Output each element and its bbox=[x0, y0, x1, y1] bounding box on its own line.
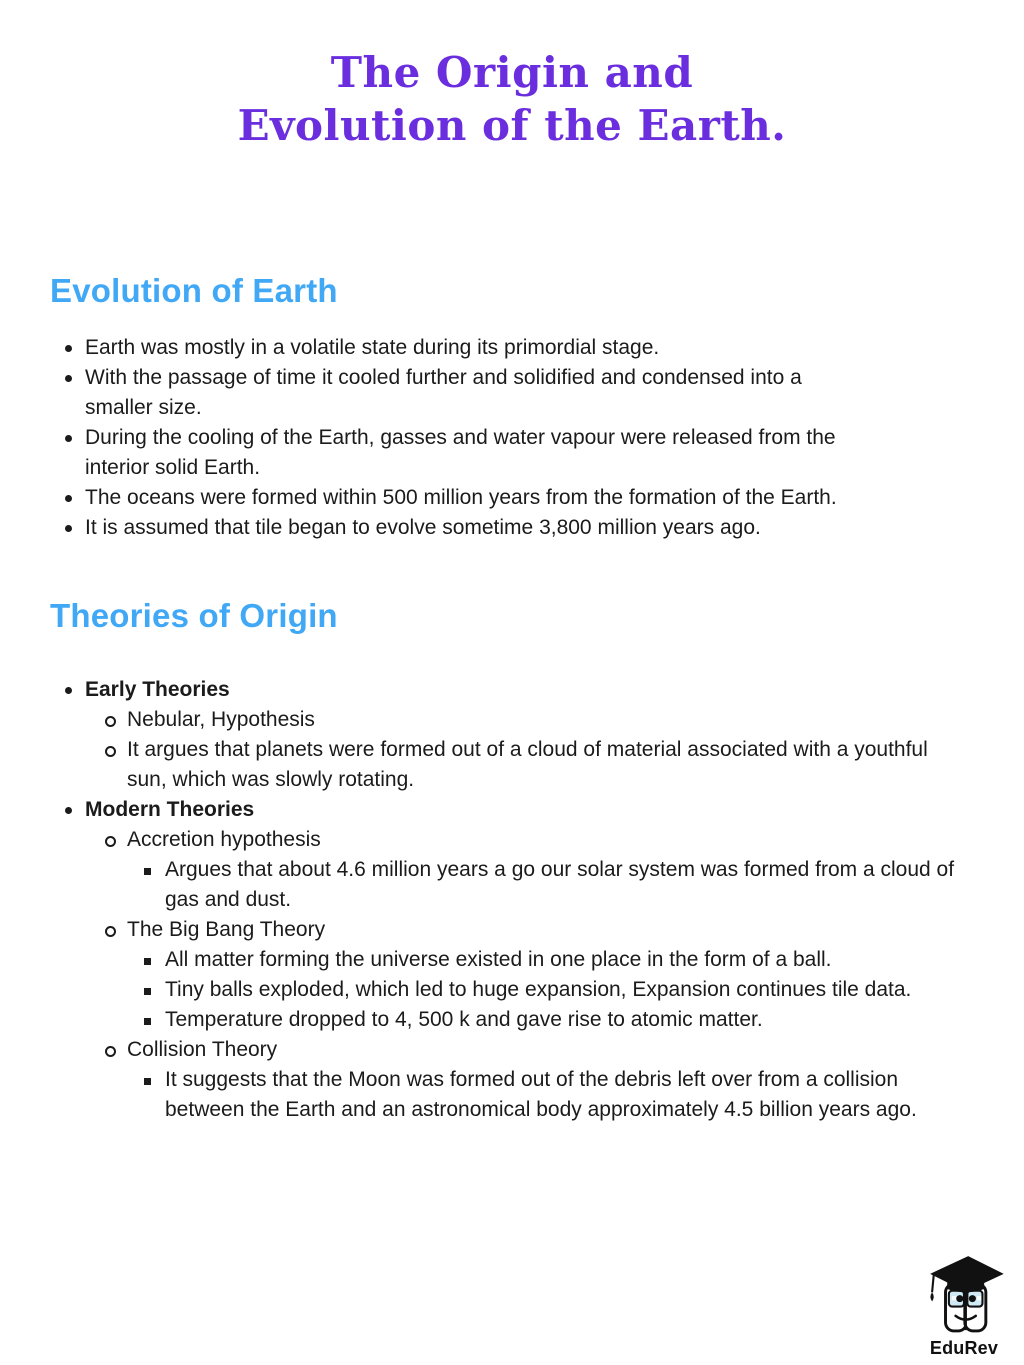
list-item-text: It suggests that the Moon was formed out of the debris left over from a collision between the Earth and an astronomical body approximately 4.5 billion years ago. bbox=[165, 1068, 917, 1121]
list-item-accretion-hypothesis bbox=[85, 825, 1024, 915]
accretion-hypothesis-label: Accretion hypothesis bbox=[127, 828, 321, 851]
page-title bbox=[0, 0, 1024, 152]
list-item-text: Temperature dropped to 4, 500 k and gave rise to atomic matter. bbox=[165, 1008, 763, 1031]
list-item-early-theories bbox=[50, 675, 1024, 795]
theories-bullet-list bbox=[50, 675, 1024, 1125]
list-item-text: With the passage of time it cooled further and solidified and condensed into a smaller size. bbox=[85, 366, 802, 419]
section-heading-evolution-of-earth: Evolution of Earth bbox=[50, 272, 338, 309]
edurev-logo-text: EduRev bbox=[929, 1338, 999, 1358]
list-item-text: Argues that about 4.6 million years a go our solar system was formed from a cloud of gas and dust. bbox=[165, 858, 955, 911]
list-item-text: Nebular, Hypothesis bbox=[127, 708, 315, 731]
accretion-points-list bbox=[127, 855, 1024, 915]
list-item-text: The oceans were formed within 500 million years from the formation of the Earth. bbox=[85, 486, 837, 509]
list-item bbox=[127, 975, 1024, 1005]
section-heading-theories-of-origin: Theories of Origin bbox=[50, 597, 338, 634]
list-item-modern-theories bbox=[50, 795, 1024, 1125]
early-theories-label: Early Theories bbox=[85, 678, 230, 701]
list-item bbox=[50, 363, 1024, 423]
list-item bbox=[127, 1065, 1024, 1125]
big-bang-theory-label: The Big Bang Theory bbox=[127, 918, 326, 941]
list-item-text: Earth was mostly in a volatile state during its primordial stage. bbox=[85, 336, 660, 359]
page-title-line1: The Origin and bbox=[330, 48, 694, 97]
collision-points-list bbox=[127, 1065, 1024, 1125]
page-title-line2: Evolution of the Earth. bbox=[237, 101, 787, 150]
list-item-text: During the cooling of the Earth, gasses and water vapour were released from the interior solid Earth. bbox=[85, 426, 836, 479]
list-item bbox=[50, 513, 1024, 543]
graduation-cap-face-icon bbox=[922, 1252, 1006, 1336]
list-item bbox=[127, 855, 1024, 915]
evolution-bullet-list bbox=[50, 333, 1024, 543]
edurev-logo bbox=[916, 1252, 1012, 1359]
list-item bbox=[50, 333, 1024, 363]
early-theories-sublist bbox=[85, 705, 1024, 795]
list-item bbox=[50, 423, 1024, 483]
list-item bbox=[50, 483, 1024, 513]
modern-theories-sublist bbox=[85, 825, 1024, 1125]
list-item-big-bang-theory bbox=[85, 915, 1024, 1035]
list-item bbox=[127, 945, 1024, 975]
list-item-text: Tiny balls exploded, which led to huge expansion, Expansion continues tile data. bbox=[165, 978, 912, 1001]
big-bang-points-list bbox=[127, 945, 1024, 1035]
list-item bbox=[127, 1005, 1024, 1035]
list-item bbox=[85, 735, 1024, 795]
modern-theories-label: Modern Theories bbox=[85, 798, 255, 821]
list-item-text: It is assumed that tile began to evolve sometime 3,800 million years ago. bbox=[85, 516, 761, 539]
list-item-text: It argues that planets were formed out of a cloud of material associated with a youthful sun, which was slowly rotating. bbox=[127, 738, 928, 791]
list-item bbox=[85, 705, 1024, 735]
collision-theory-label: Collision Theory bbox=[127, 1038, 278, 1061]
list-item-collision-theory bbox=[85, 1035, 1024, 1125]
list-item-text: All matter forming the universe existed in one place in the form of a ball. bbox=[165, 948, 832, 971]
